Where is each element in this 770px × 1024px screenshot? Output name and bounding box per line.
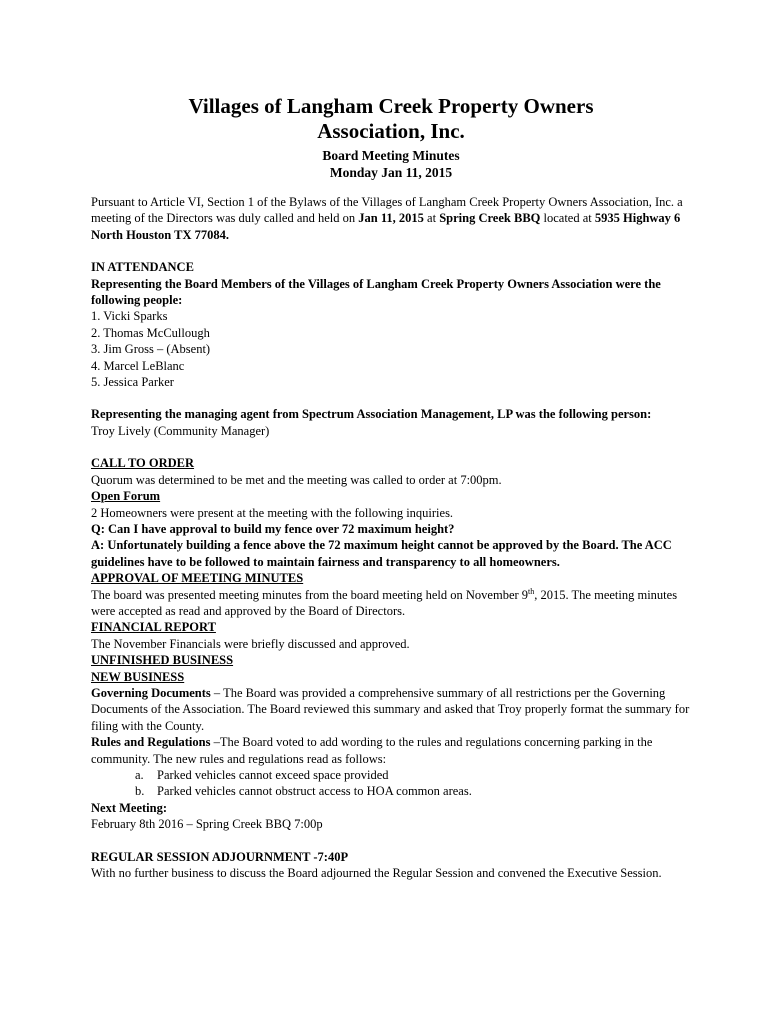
intro-paragraph <box>91 194 691 243</box>
call-to-order-text: Quorum was determined to be met and the meeting was called to order at 7:00pm. <box>91 472 502 487</box>
rules-paragraph <box>91 734 691 767</box>
governing-documents-text: – The Board was provided a comprehensive summary of all restrictions per the Governing Documents of the Association. The Board reviewed this summary and asked that Troy properly format the summary for filing with the County. <box>91 685 690 733</box>
document-title <box>91 94 691 144</box>
list-item-text: Parked vehicles cannot exceed space provided <box>157 768 389 782</box>
list-item: 2. Thomas McCullough <box>91 325 210 340</box>
rules-label: Rules and Regulations <box>91 735 211 750</box>
list-item <box>135 783 691 799</box>
intro-date: Jan 11, 2015 <box>358 211 424 226</box>
list-marker: a. <box>135 768 144 782</box>
document-subtitle: Board Meeting Minutes <box>322 148 460 163</box>
minutes-document <box>91 94 691 881</box>
managing-agent-name: Troy Lively (Community Manager) <box>91 423 270 438</box>
intro-address: 5935 Highway 6 North Houston TX 77084. <box>91 211 681 242</box>
open-forum-section <box>91 488 691 570</box>
board-members-list <box>91 308 691 390</box>
attendance-section <box>91 259 691 439</box>
attendance-heading: IN ATTENDANCE <box>91 260 194 275</box>
title-line-1: Villages of Langham Creek Property Owners <box>188 94 594 118</box>
adjournment-text: With no further business to discuss the Board adjourned the Regular Session and convened the Executive Session. <box>91 866 662 881</box>
next-meeting-heading: Next Meeting: <box>91 800 168 815</box>
open-forum-answer: A: Unfortunately building a fence above the 72 maximum height cannot be approved by the Board. The ACC guidelines have to be followed to maintain fairness and transparency to all homeowners. <box>91 538 672 569</box>
new-business-section <box>91 669 691 800</box>
list-item <box>135 767 691 783</box>
next-meeting-section <box>91 800 691 833</box>
list-item: 5. Jessica Parker <box>91 375 174 390</box>
board-members-intro: Representing the Board Members of the Villages of Langham Creek Property Owners Association were the following people: <box>91 276 661 308</box>
financial-heading: FINANCIAL REPORT <box>91 620 216 635</box>
approval-text-1: The board was presented meeting minutes from the board meeting held on November 9 <box>91 587 529 602</box>
adjournment-section <box>91 849 691 882</box>
financial-section <box>91 619 691 652</box>
approval-ordinal-suffix: th <box>528 586 535 596</box>
financial-text: The November Financials were briefly discussed and approved. <box>91 636 410 651</box>
approval-text-2: , 2015. The meeting minutes were accepted as read and approved by the Board of Directors. <box>91 587 678 618</box>
open-forum-question: Q: Can I have approval to build my fence over 72 maximum height? <box>91 521 455 536</box>
intro-text-2: at <box>423 211 440 226</box>
intro-text-3: located at <box>540 211 595 226</box>
list-item: 1. Vicki Sparks <box>91 309 168 324</box>
new-business-heading: NEW BUSINESS <box>91 669 185 684</box>
governing-documents-paragraph <box>91 685 691 734</box>
intro-place: Spring Creek BBQ <box>439 211 541 226</box>
rules-list <box>91 767 691 800</box>
open-forum-heading: Open Forum <box>91 489 161 504</box>
unfinished-business-heading: UNFINISHED BUSINESS <box>91 653 234 668</box>
call-to-order-section <box>91 455 691 488</box>
open-forum-text: 2 Homeowners were present at the meeting with the following inquiries. <box>91 505 454 520</box>
rules-text: –The Board voted to add wording to the rules and regulations concerning parking in the community. The new rules and regulations read as follows: <box>91 735 653 766</box>
next-meeting-text: February 8th 2016 – Spring Creek BBQ 7:00p <box>91 817 323 832</box>
title-line-2: Association, Inc. <box>317 119 465 143</box>
approval-text <box>91 587 691 620</box>
governing-documents-label: Governing Documents <box>91 685 211 700</box>
approval-heading: APPROVAL OF MEETING MINUTES <box>91 571 304 586</box>
intro-text-1: Pursuant to Article VI, Section 1 of the Bylaws of the Villages of Langham Creek Property Owners Association, Inc. a meeting of the Directors was duly called and held on <box>91 195 683 226</box>
list-item: 3. Jim Gross – (Absent) <box>91 342 211 357</box>
meeting-date: Monday Jan 11, 2015 <box>329 164 453 180</box>
managing-agent-intro: Representing the managing agent from Spectrum Association Management, LP was the following person: <box>91 407 652 422</box>
list-marker: b. <box>135 784 145 799</box>
adjournment-heading: REGULAR SESSION ADJOURNMENT -7:40P <box>91 849 349 864</box>
list-item: 4. Marcel LeBlanc <box>91 358 185 373</box>
approval-section <box>91 570 691 619</box>
call-to-order-heading: CALL TO ORDER <box>91 456 195 471</box>
list-item-text: Parked vehicles cannot obstruct access to HOA common areas. <box>157 784 472 799</box>
